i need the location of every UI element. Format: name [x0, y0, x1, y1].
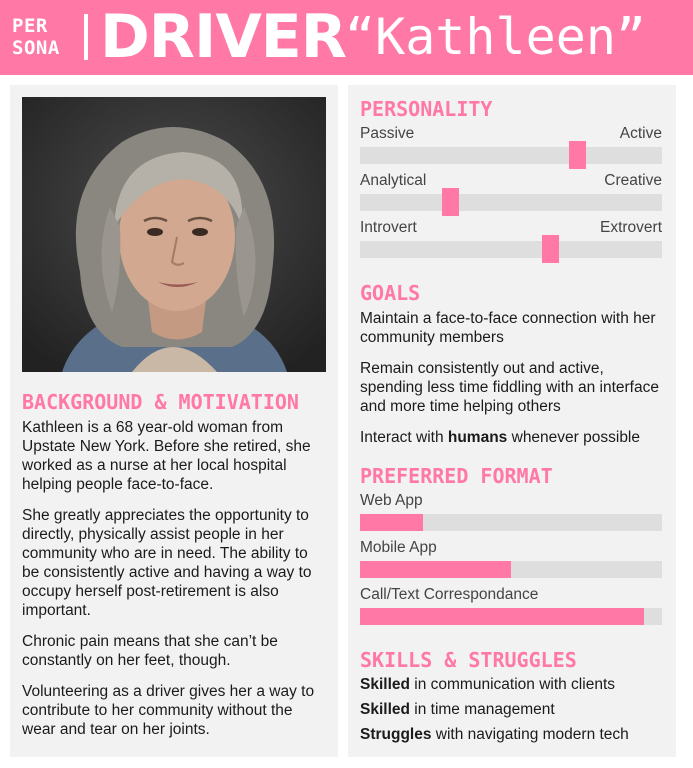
skill-emphasis: Struggles	[360, 726, 432, 743]
goal-item	[360, 428, 676, 447]
format-label: Mobile App	[360, 539, 437, 556]
goal-item: Remain consistently out and active, spending less time fiddling with an interface and more time helping others	[360, 360, 659, 415]
format-bar-fill	[360, 561, 511, 578]
background-paragraph: Volunteering as a driver gives her a way to contribute to her community without the wear and tear on her joints.	[22, 683, 315, 738]
skills-title: SKILLS & STRUGGLES	[360, 648, 577, 672]
portrait-illustration	[22, 97, 326, 372]
goal-item: Maintain a face-to-face connection with her community members	[360, 310, 656, 346]
personality-scale-marker	[542, 235, 559, 263]
scale-right-label: Creative	[604, 172, 662, 189]
right-panel	[348, 85, 676, 757]
persona-label	[12, 15, 72, 59]
skill-emphasis: Skilled	[360, 701, 410, 718]
left-panel	[10, 85, 338, 757]
format-title: PREFERRED FORMAT	[360, 464, 553, 488]
header-divider	[84, 14, 88, 60]
skill-text: in time management	[409, 701, 555, 718]
background-paragraph: Chronic pain means that she can’t be constantly on her feet, though.	[22, 633, 278, 669]
skill-item	[360, 700, 555, 719]
skill-item	[360, 675, 615, 694]
background-title: BACKGROUND & MOTIVATION	[22, 390, 299, 414]
goal-text: whenever possible	[507, 429, 641, 446]
format-label: Call/Text Correspondance	[360, 586, 539, 603]
persona-name: “Kathleen”	[345, 8, 647, 66]
scale-right-label: Extrovert	[599, 219, 662, 236]
skill-text: with navigating modern tech	[431, 726, 629, 743]
persona-label-line1: PER	[12, 15, 48, 37]
header-banner	[0, 0, 693, 75]
background-paragraph: Kathleen is a 68 year-old woman from Upstate New York. Before she retired, she worked as a nurse at her local hospital helping people face-to-face.	[22, 419, 311, 493]
persona-role: DRIVER	[100, 2, 346, 72]
format-bar-track	[360, 561, 662, 578]
portrait-photo	[22, 97, 326, 372]
personality-title: PERSONALITY	[360, 97, 493, 121]
format-bar-fill	[360, 514, 423, 531]
scale-left-label: Passive	[360, 125, 415, 142]
skill-text: in communication with clients	[409, 676, 615, 693]
personality-scale-track	[360, 241, 662, 258]
skill-item	[360, 725, 629, 744]
personality-scale-marker	[569, 141, 586, 169]
format-bar-track	[360, 514, 662, 531]
personality-scale-marker	[442, 188, 459, 216]
scale-left-label: Introvert	[360, 219, 417, 236]
skill-emphasis: Skilled	[360, 676, 410, 693]
goal-text: Interact with	[360, 429, 448, 446]
format-bar-fill	[360, 608, 644, 625]
personality-scale-track	[360, 194, 662, 211]
goals-title: GOALS	[360, 281, 421, 305]
format-label: Web App	[360, 492, 423, 509]
format-bar-track	[360, 608, 662, 625]
goal-emphasis: humans	[447, 429, 508, 446]
personality-scale-track	[360, 147, 662, 164]
scale-left-label: Analytical	[360, 172, 427, 189]
persona-label-line2: SONA	[12, 37, 60, 59]
scale-right-label: Active	[619, 125, 662, 142]
background-paragraph: She greatly appreciates the opportunity to directly, physically assist people in her community who are in need. The ability to be consistently active and having a way to occupy herself post-retirement is also important.	[22, 507, 312, 619]
